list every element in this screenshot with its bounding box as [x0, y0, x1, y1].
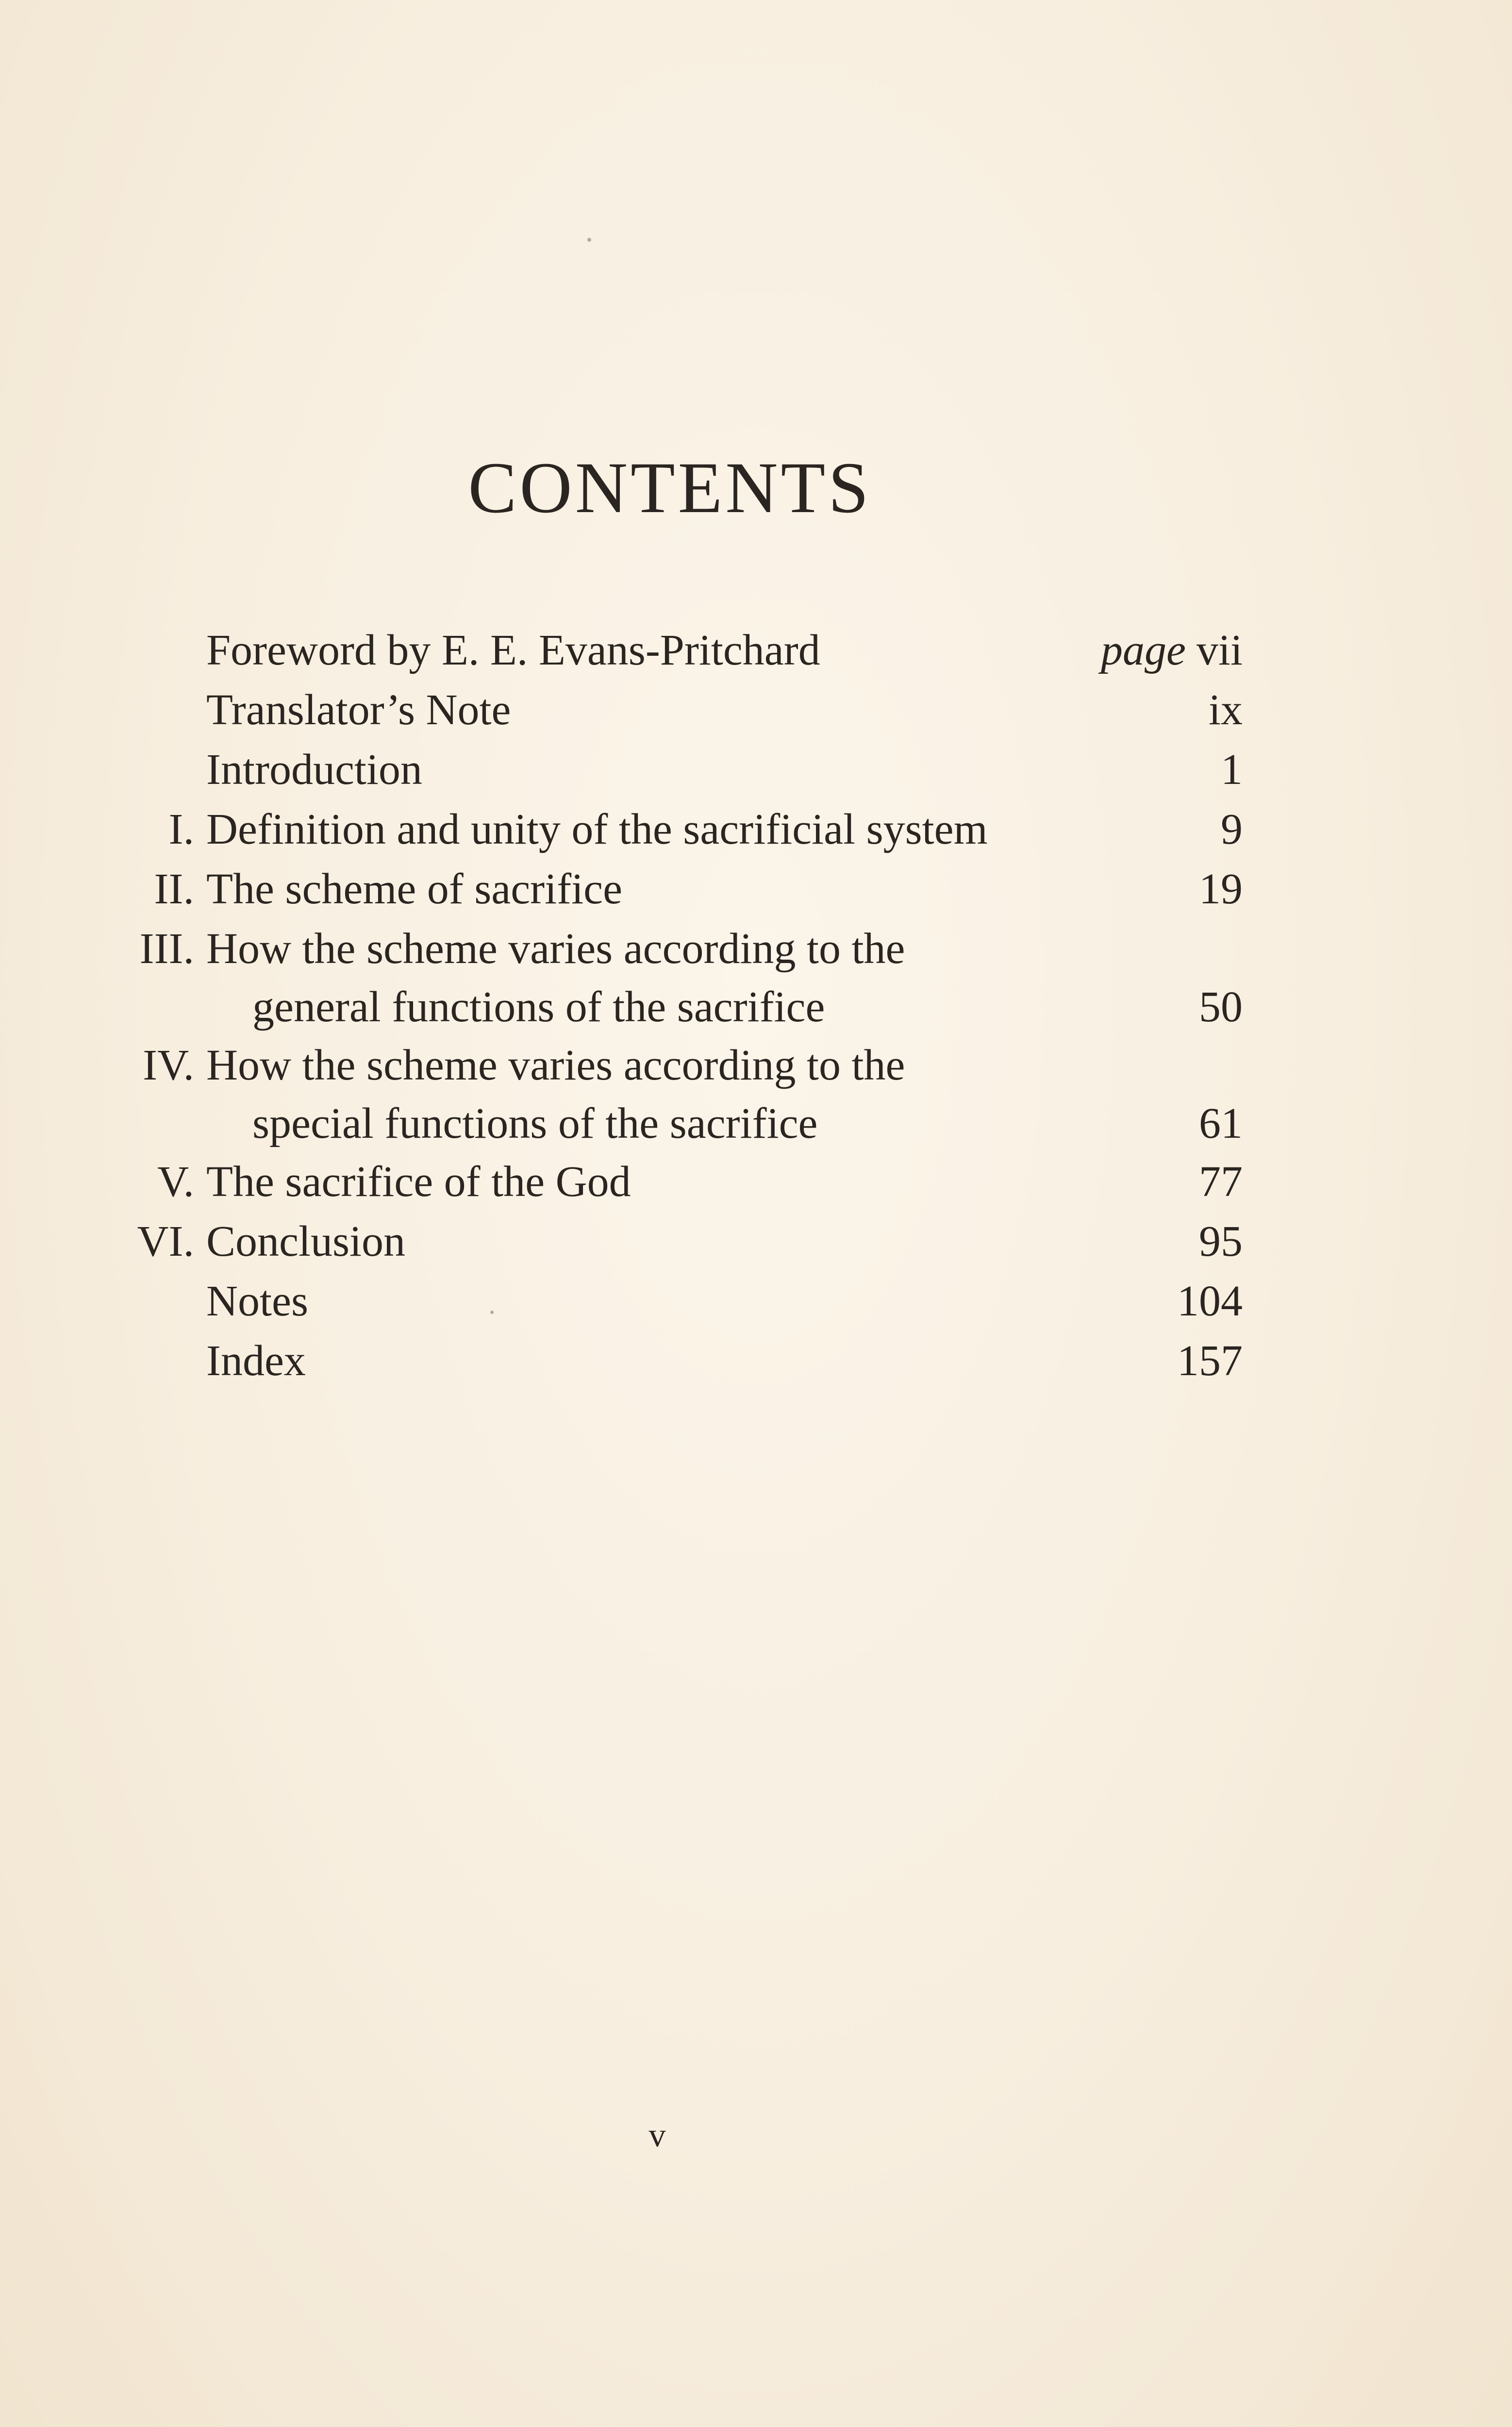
page-title: CONTENTS: [468, 448, 872, 528]
chapter-number: V.: [157, 1158, 194, 1206]
entry-title: How the scheme varies according to the general functions of the sacrifice: [206, 925, 905, 1031]
entry-title: Foreword by E. E. Evans-Pritchard: [206, 626, 820, 674]
toc-entry-chapter-3: [0, 920, 1243, 1036]
toc-entry-chapter-5: [0, 1153, 1243, 1213]
toc-entry-introduction: [0, 741, 1243, 800]
page-number: 19: [1199, 865, 1243, 913]
page-number: ix: [1208, 686, 1243, 734]
chapter-number: IV.: [143, 1041, 194, 1089]
entry-title: How the scheme varies according to the special functions of the sacrifice: [206, 1041, 905, 1147]
toc-entry-index: [0, 1332, 1243, 1392]
page-number: 157: [1177, 1337, 1243, 1385]
toc-entry-chapter-4: [0, 1036, 1243, 1153]
chapter-number: I.: [168, 805, 194, 853]
toc-entry-translators-note: [0, 681, 1243, 741]
page-number: 77: [1199, 1158, 1243, 1206]
chapter-number: III.: [139, 925, 194, 973]
entry-title: The sacrifice of the God: [206, 1158, 631, 1206]
toc-entry-foreword: [0, 621, 1243, 681]
paper-speck: [490, 1311, 494, 1314]
page-number: 61: [1199, 1099, 1243, 1147]
chapter-number: VI.: [137, 1217, 194, 1265]
entry-title: Conclusion: [206, 1217, 406, 1265]
page-prefix: page: [1101, 626, 1186, 674]
page-number: 1: [1221, 746, 1243, 794]
chapter-number: II.: [154, 865, 194, 913]
entry-title: Translator’s Note: [206, 686, 511, 734]
entry-title: The scheme of sacrifice: [206, 865, 623, 913]
table-of-contents: [0, 621, 1243, 1392]
entry-title: Definition and unity of the sacrificial system: [206, 805, 988, 853]
entry-title: Introduction: [206, 746, 422, 794]
page-number: 9: [1221, 805, 1243, 853]
toc-entry-chapter-1: [0, 800, 1243, 860]
entry-title: Notes: [206, 1277, 308, 1325]
paper-speck: [587, 238, 591, 242]
page-number: 95: [1199, 1217, 1243, 1265]
entry-title: Index: [206, 1337, 306, 1385]
toc-entry-chapter-6: [0, 1213, 1243, 1272]
toc-entry-chapter-2: [0, 860, 1243, 920]
page-number: 104: [1177, 1277, 1243, 1325]
folio-page-number: v: [648, 2117, 667, 2154]
page-number: 50: [1199, 983, 1243, 1031]
page-number: page vii: [1101, 626, 1243, 674]
toc-entry-notes: [0, 1272, 1243, 1332]
